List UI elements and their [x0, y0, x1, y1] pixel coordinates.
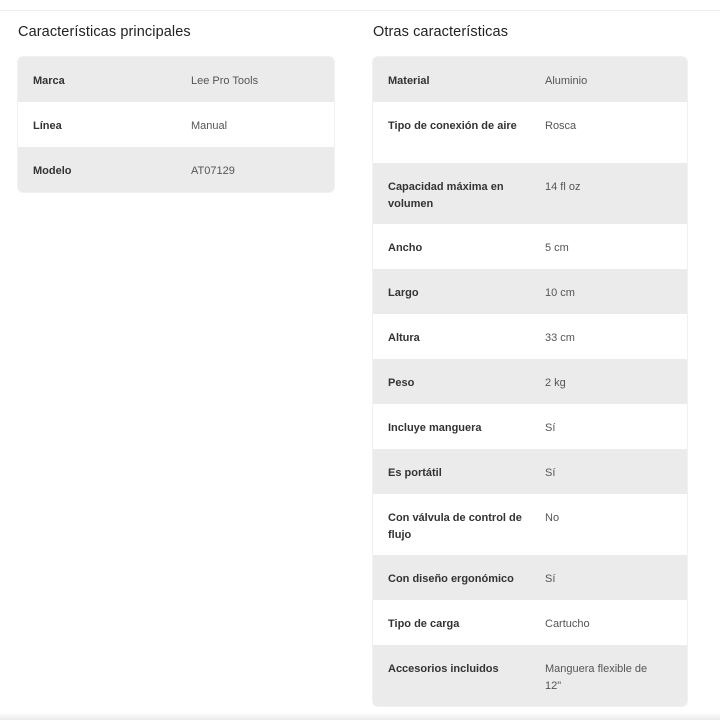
bottom-edge-shadow: [0, 712, 720, 720]
table-row: [373, 359, 687, 404]
spec-value: 10 cm: [545, 287, 575, 299]
spec-value: Rosca: [545, 120, 577, 132]
table-row: [373, 645, 687, 706]
table-row: [18, 102, 334, 147]
spec-key: Línea: [33, 120, 62, 132]
table-row: [373, 600, 687, 645]
spec-value: Lee Pro Tools: [191, 75, 259, 87]
main-features-title: Características principales: [18, 24, 191, 40]
top-divider: [0, 10, 720, 11]
spec-key: Con diseño ergonómico: [388, 573, 514, 585]
table-row: [373, 449, 687, 494]
table-row: [373, 314, 687, 359]
table-row: [18, 57, 334, 102]
main-features-table: [18, 57, 334, 192]
table-row: [18, 147, 334, 192]
spec-key: Tipo de carga: [388, 618, 460, 630]
spec-key: Capacidad máxima en volumen: [388, 181, 504, 210]
other-features-table: [373, 57, 687, 706]
other-features-title: Otras características: [373, 24, 509, 40]
spec-key: Peso: [388, 377, 415, 389]
spec-key: Accesorios incluidos: [388, 663, 499, 675]
spec-value: Sí: [545, 467, 556, 479]
spec-key: Largo: [388, 287, 419, 299]
spec-key: Ancho: [388, 242, 423, 254]
spec-value: No: [545, 512, 560, 524]
spec-key: Marca: [33, 75, 65, 87]
table-row: [373, 555, 687, 600]
spec-value: Sí: [545, 573, 556, 585]
spec-key: Incluye manguera: [388, 422, 482, 434]
table-row: [373, 102, 687, 163]
table-row: [373, 494, 687, 555]
spec-value: 14 fl oz: [545, 181, 581, 193]
spec-key: Material: [388, 75, 430, 87]
table-row: [373, 224, 687, 269]
spec-key: Modelo: [33, 165, 72, 177]
table-row: [373, 269, 687, 314]
spec-value: Manguera flexible de 12": [545, 663, 648, 692]
spec-key: Altura: [388, 332, 420, 344]
spec-key: Con válvula de control de flujo: [388, 512, 522, 541]
spec-value: 5 cm: [545, 242, 569, 254]
spec-value: Aluminio: [545, 75, 588, 87]
spec-value: AT07129: [191, 165, 235, 177]
table-row: [373, 163, 687, 224]
spec-value: Manual: [191, 120, 228, 132]
spec-value: 2 kg: [545, 377, 566, 389]
spec-value: Cartucho: [545, 618, 590, 630]
table-row: [373, 57, 687, 102]
spec-key: Tipo de conexión de aire: [388, 120, 517, 132]
spec-key: Es portátil: [388, 467, 442, 479]
spec-value: Sí: [545, 422, 556, 434]
spec-value: 33 cm: [545, 332, 575, 344]
table-row: [373, 404, 687, 449]
